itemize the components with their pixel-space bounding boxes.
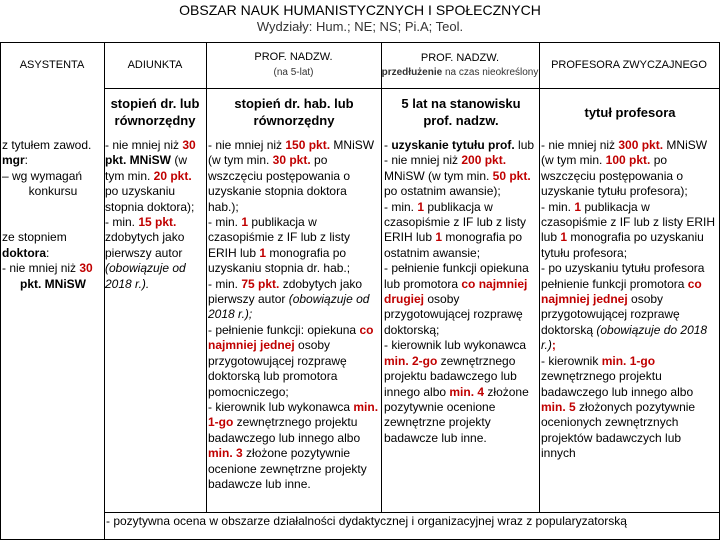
- req-text: publikacja w czasopiśmie z IF lub z listy ERIH lub: [541, 199, 716, 245]
- req-highlight: co najmniej drugiej: [384, 276, 528, 307]
- req-item: [541, 138, 718, 200]
- req-text: złożonych pozytywnie ocenionych zewnętrznych projektów badawczych lub innych: [541, 399, 696, 461]
- req-highlight: min. 1-go: [208, 399, 379, 430]
- req-text: monografia po ostatnim awansie;: [384, 230, 523, 260]
- header-asystenta: ASYSTENTA: [19, 58, 85, 71]
- req-text: - nie mniej niż: [384, 153, 462, 168]
- req-line: [2, 246, 104, 261]
- req-text: (w tym min.: [208, 153, 273, 168]
- req-text: - min.: [208, 215, 242, 230]
- req-highlight: min. 4: [449, 384, 485, 399]
- req-text: osoby przygotowującej rozprawę doktorską lub promotora pomocniczego;: [208, 338, 347, 399]
- title-faculties: Wydziały: Hum.; NE; NS; Pi.A; Teol.: [256, 19, 464, 34]
- extension-word: przedłużenie: [381, 66, 443, 78]
- req-text: po uzyskaniu stopnia doktora);: [105, 184, 195, 214]
- document-title: [0, 0, 720, 35]
- req-text: po wszczęciu postępowania o uzyskanie stopnia doktora hab.);: [208, 153, 351, 214]
- header-prof-nadzw-extended-label: PROF. NADZW.: [420, 51, 500, 64]
- extension-rest: na czas nieokreślony: [442, 66, 539, 78]
- req-count: 1: [417, 199, 425, 214]
- req-line: konkursu: [28, 184, 78, 199]
- req-line: pkt. MNiSW: [20, 276, 86, 291]
- req-colon: :: [24, 153, 29, 168]
- degree-prof-zw: tytuł profesora: [584, 104, 676, 120]
- req-title-prof: uzyskanie tytułu prof.: [391, 138, 515, 152]
- footer-divider: [104, 512, 719, 513]
- column-prof-nadzw-requirements: [208, 138, 380, 492]
- req-degree-dr: doktora: [2, 245, 47, 260]
- req-text: publikacja w czasopiśmie z IF lub z listy ERIH lub: [384, 199, 527, 245]
- req-text: po ostatnim awansie);: [384, 184, 501, 199]
- req-item: [105, 138, 205, 215]
- req-item: [541, 354, 718, 462]
- req-highlight: min. 5: [541, 399, 576, 414]
- req-text: - nie mniej niż: [2, 261, 80, 276]
- req-text: - min.: [541, 199, 575, 214]
- req-text: -: [384, 138, 392, 152]
- column-divider: [206, 42, 207, 512]
- req-text: (w tym min.: [424, 168, 493, 183]
- req-points: 300 pkt.: [618, 138, 664, 152]
- column-adiunkt-requirements: [105, 138, 205, 292]
- req-note: (obowiązuje od 2018 r.).: [105, 261, 186, 291]
- req-text: MNiSW: [384, 168, 425, 183]
- req-points: 30: [79, 261, 93, 276]
- req-note: (obowiązuje do 2018 r.): [541, 322, 708, 353]
- req-text: (w tym min.: [105, 153, 187, 183]
- req-points: 15 pkt.: [138, 215, 177, 230]
- req-text: monografia po uzyskaniu stopnia dr. hab.;: [208, 245, 351, 276]
- title-main: OBSZAR NAUK HUMANISTYCZNYCH I SPOŁECZNYCH: [179, 2, 541, 18]
- req-highlight: co najmniej jednej: [208, 322, 374, 353]
- req-points: 20 pkt.: [153, 168, 192, 183]
- column-divider: [381, 42, 382, 512]
- req-points: 100 pkt.: [605, 153, 651, 168]
- header-prof-nadzw-term: (na 5-lat): [273, 67, 314, 78]
- req-text: osoby przygotowującej rozprawę doktorską: [541, 292, 680, 337]
- req-text: - kierownik lub wykonawca: [208, 399, 354, 414]
- req-highlight: co najmniej jednej: [541, 276, 702, 307]
- req-item: [541, 261, 718, 353]
- req-line: [2, 261, 104, 276]
- req-note: (obowiązuje od 2018 r.);: [208, 292, 370, 322]
- req-count: 1: [259, 245, 267, 260]
- header-adiunkta: ADIUNKTA: [127, 58, 183, 71]
- req-colon: :: [46, 245, 50, 260]
- req-text: (w tym min.: [541, 153, 606, 168]
- req-text: - nie mniej niż: [541, 138, 619, 152]
- degree-adiunkt: stopień dr. lub równorzędny: [110, 96, 200, 128]
- req-highlight: min. 3: [208, 446, 243, 461]
- req-item: [208, 323, 380, 400]
- req-count: 1: [241, 215, 249, 230]
- header-prof-zw: PROFESORA ZWYCZAJNEGO: [551, 58, 707, 71]
- req-item: [384, 338, 538, 446]
- req-points: 150 pkt.: [285, 138, 331, 152]
- req-text: monografia po uzyskaniu tytułu profesora;: [541, 230, 704, 260]
- req-spacer: [2, 200, 104, 215]
- req-item: [541, 200, 718, 262]
- column-prof-nadzw-extended-requirements: [384, 138, 538, 446]
- req-line: z tytułem zawod.: [2, 138, 92, 152]
- req-text: złożone pozytywnie ocenione zewnętrzne projekty badawcze lub inne.: [384, 384, 529, 445]
- column-prof-zw-requirements: [541, 138, 718, 462]
- req-count: 1: [574, 199, 582, 214]
- req-text: osoby przygotowującej rozprawę doktorską;: [384, 292, 523, 337]
- req-item: [384, 153, 538, 199]
- req-text: zewnętrznego projektu badawczego lub innego albo: [384, 353, 517, 399]
- req-text: MNiSW: [330, 138, 375, 152]
- req-item: [208, 400, 380, 492]
- req-text: - po uzyskaniu tytułu profesora pełnienie funkcji promotora: [541, 261, 705, 291]
- req-points: 75 pkt.: [241, 276, 280, 291]
- req-item: [384, 138, 538, 153]
- req-text: po wszczęciu postępowania o uzyskanie tytułu profesora);: [541, 153, 688, 199]
- req-item: [208, 138, 380, 215]
- req-text: - kierownik: [541, 353, 602, 368]
- req-text: zdobytych jako pierwszy autor: [105, 230, 185, 260]
- req-item: [105, 215, 205, 292]
- req-points: 200 pkt.: [461, 153, 507, 168]
- req-text: publikacja w czasopiśmie z IF lub z listy ERIH lub: [208, 215, 351, 260]
- req-text: - kierownik lub wykonawca: [384, 338, 527, 353]
- req-text: - nie mniej niż: [105, 138, 183, 152]
- req-points: 30 pkt.: [272, 153, 311, 168]
- req-points: 30: [182, 138, 196, 152]
- req-highlight: min. 2-go: [384, 353, 438, 368]
- degree-prof-nadzw: stopień dr. hab. lub równorzędny: [234, 96, 354, 128]
- req-text: - nie mniej niż: [208, 138, 286, 152]
- req-highlight: min. 1-go: [601, 353, 656, 368]
- req-item: [208, 277, 380, 323]
- req-item: [208, 215, 380, 277]
- req-item: [384, 200, 538, 262]
- req-points: 50 pkt.: [492, 168, 531, 183]
- footer-requirement: - pozytywna ocena w obszarze działalności dydaktycznej i organizacyjnej wraz z popularyzatorską: [106, 514, 627, 528]
- req-degree-mgr: mgr: [2, 153, 25, 168]
- header-prof-nadzw-extended: [381, 42, 539, 88]
- req-spacer: [2, 215, 104, 230]
- req-text: MNiSW: [663, 138, 708, 152]
- degree-prof-nadzw-extended: 5 lat na stanowisku prof. nadzw.: [401, 96, 521, 128]
- req-text: - pełnienie funkcji opiekuna lub promotora: [384, 261, 529, 291]
- req-count: 1: [435, 230, 443, 245]
- req-text: - min.: [105, 215, 139, 230]
- req-text: złożone pozytywnie ocenione zewnętrzne projekty badawcze lub inne.: [208, 446, 367, 491]
- req-count: 1: [560, 230, 568, 245]
- req-text: zewnętrznego projektu badawczego lub innego albo: [208, 415, 361, 445]
- column-asystent-requirements: [2, 138, 104, 292]
- column-divider: [539, 42, 540, 512]
- req-text: - pełnienie funkcji: opiekuna: [208, 322, 360, 337]
- req-points-unit: pkt. MNiSW: [105, 153, 171, 168]
- req-line: – wg wymagań: [2, 168, 83, 183]
- req-text: zewnętrznego projektu badawczego lub innego albo: [541, 369, 694, 399]
- header-prof-nadzw: [206, 42, 381, 88]
- req-text: lub: [514, 138, 535, 152]
- req-line: ze stopniem: [2, 230, 67, 245]
- req-punct: ;: [551, 338, 556, 353]
- header-prof-nadzw-label: PROF. NADZW.: [254, 51, 333, 63]
- req-text: - min.: [384, 199, 418, 214]
- header-prof-nadzw-extended-term: [382, 67, 539, 79]
- req-text: zdobytych jako pierwszy autor: [208, 276, 363, 307]
- req-text: - min.: [208, 276, 242, 291]
- req-item: [384, 261, 538, 338]
- req-line: [2, 153, 104, 168]
